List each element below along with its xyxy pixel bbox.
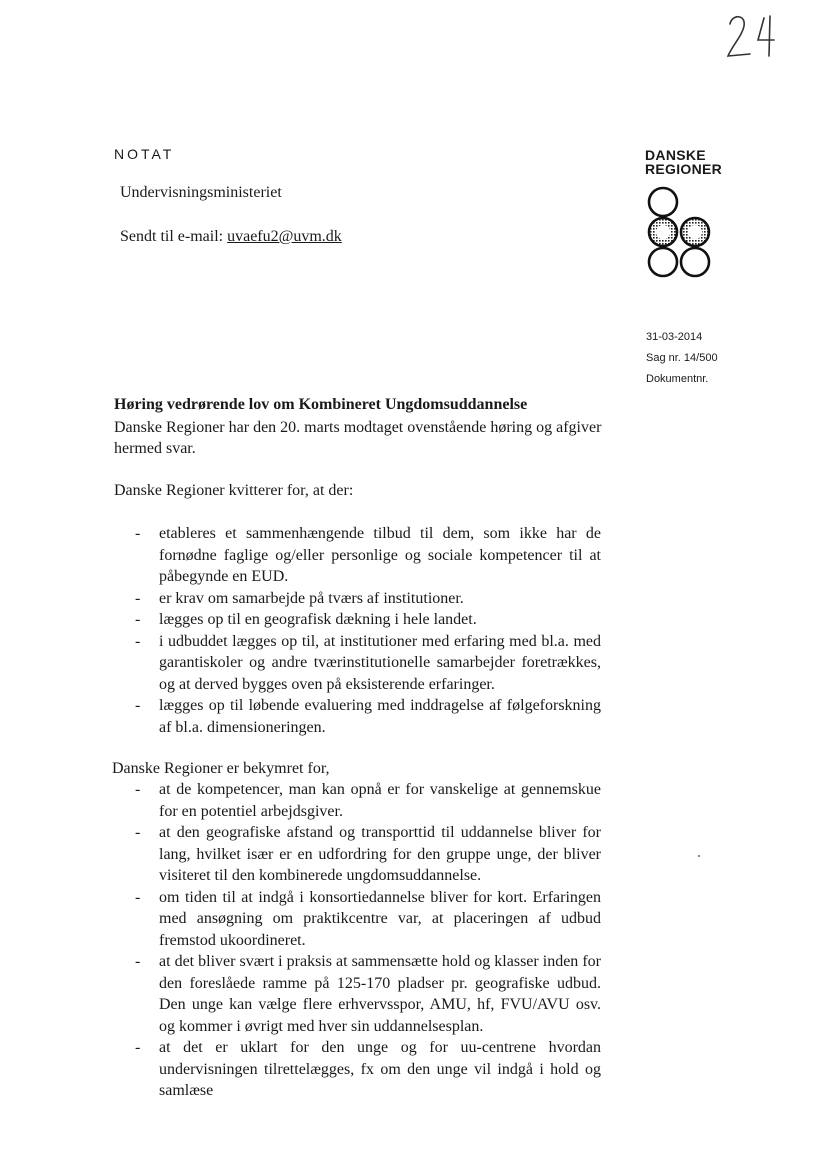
list-item: - lægges op til en geografisk dækning i hele landet. xyxy=(135,611,477,628)
list-item: - i udbuddet lægges op til, at institutioner med erfaring med bl.a. med garantiskoler og andre tværinstitutionelle samarbejder foretrækkes, og at derved bygges oven på eksisterende erfaringer. xyxy=(135,632,601,693)
logo-line-1: DANSKE xyxy=(645,147,706,163)
document-meta xyxy=(646,327,718,390)
list-item: - at den geografiske afstand og transporttid til uddannelse bliver for lang, hvilket især er en udfordring for den gruppe unge, der bliver visiteret til den kombinerede ungdomsuddannelse. xyxy=(135,824,601,884)
acknowledgement-lead: Danske Regioner kvitterer for, at der: xyxy=(114,482,354,499)
acknowledgement-list xyxy=(135,523,601,738)
organization-logo-text xyxy=(645,148,722,176)
list-item: - lægges op til løbende evaluering med inddragelse af følgeforskning af bl.a. dimensioneringen. xyxy=(135,697,601,736)
document-heading: Høring vedrørende lov om Kombineret Ungdomsuddannelse xyxy=(114,396,528,413)
list-item: - om tiden til at indgå i konsortiedannelse bliver for kort. Erfaringen med ansøgning om praktikcentre var, at placeringen af udbud fremstod ukoordineret. xyxy=(135,888,601,949)
handwritten-page-number xyxy=(722,10,792,60)
meta-document-number: Dokumentnr. xyxy=(646,373,709,385)
list-item: - er krav om samarbejde på tværs af institutioner. xyxy=(135,589,464,607)
logo-rings-icon xyxy=(644,186,716,278)
email-link[interactable]: uvaefu2@uvm.dk xyxy=(227,228,342,245)
recipient: Undervisningsministeriet xyxy=(120,184,282,201)
logo-line-2: REGIONER xyxy=(645,161,723,177)
email-prefix: Sendt til e-mail: xyxy=(120,228,228,245)
list-item: - at det er uklart for den unge og for uu-centrene hvordan undervisningen tilrettelægges, fx om den unge vil indgå i hold og samlæse xyxy=(135,1039,601,1099)
list-item: - etableres et sammenhængende tilbud til dem, som ikke har de fornødne faglige og/eller personlige og sociale kompetencer til at påbegynde en EUD. xyxy=(135,525,601,585)
concern-list xyxy=(135,779,601,1102)
intro-paragraph: Danske Regioner har den 20. marts modtaget ovenstående høring og afgiver hermed svar. xyxy=(114,419,602,457)
email-line xyxy=(120,228,342,246)
meta-date: 31-03-2014 xyxy=(646,331,703,343)
meta-case-number: Sag nr. 14/500 xyxy=(646,352,718,364)
concern-lead: Danske Regioner er bekymret for, xyxy=(112,760,330,777)
document-type-label: NOTAT xyxy=(114,146,175,162)
list-item: - at de kompetencer, man kan opnå er for vanskelige at gennemskue for en potentiel arbejdsgiver. xyxy=(135,781,601,820)
list-item: - at det bliver svært i praksis at sammensætte hold og klasser inden for den foreslåede ramme på 125-170 pladser pr. geografiske udbud. Den unge kan vælge flere erhvervsspor, AMU, hf, FVU/AVU osv. og kommer i øvrigt med hver sin uddannelsesplan. xyxy=(135,953,601,1035)
scan-speck xyxy=(698,855,700,857)
